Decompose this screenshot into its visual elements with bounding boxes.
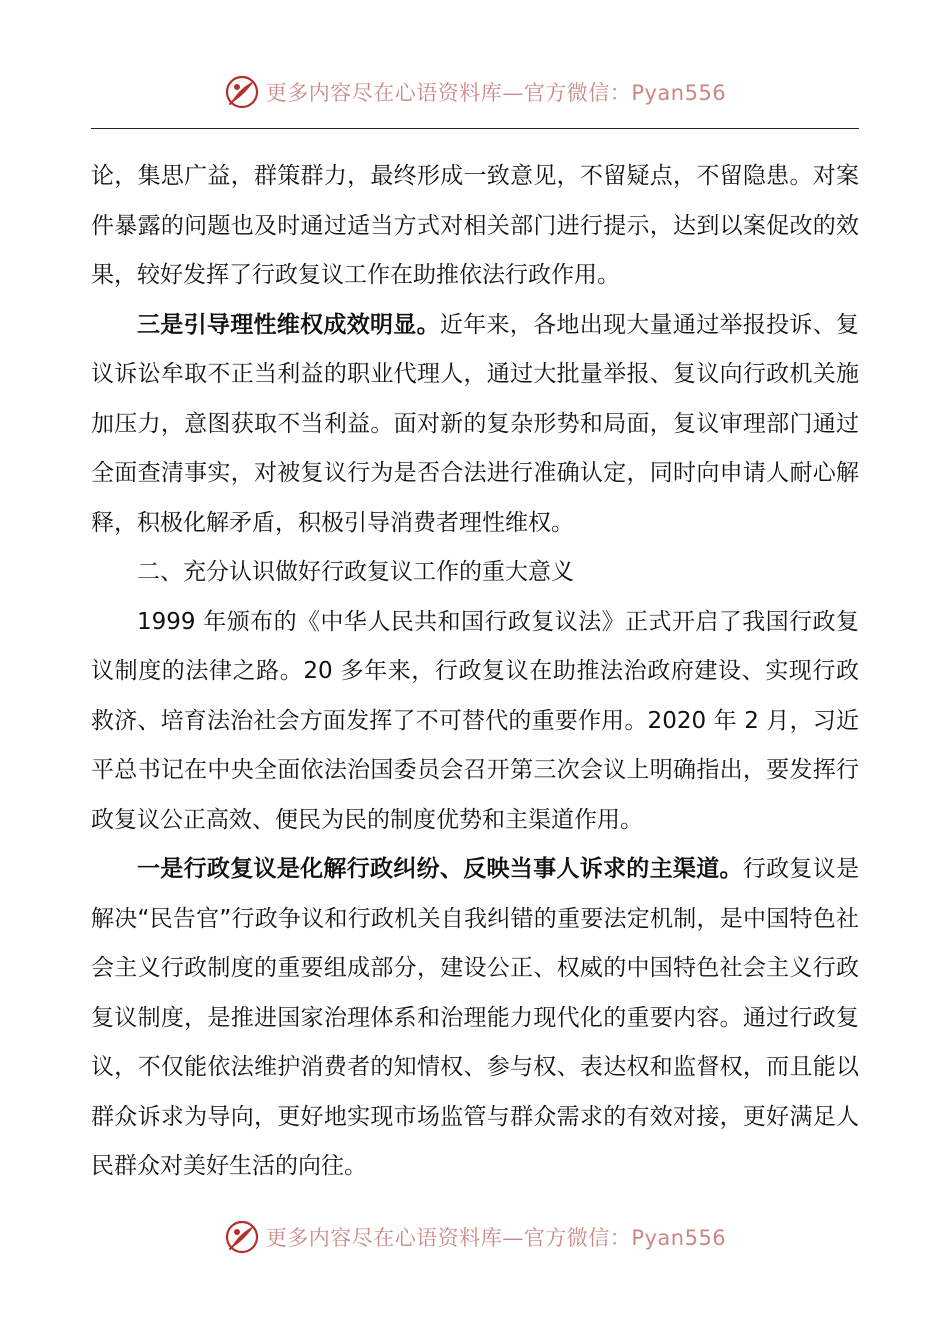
paragraph-1: 论，集思广益，群策群力，最终形成一致意见，不留疑点，不留隐患。对案件暴露的问题也及时通过适当方式对相关部门进行提示，达到以案促改的效果，较好发挥了行政复议工作在助推依法行政作用。 [91,163,859,288]
footer-banner-content [224,1219,726,1255]
section-heading: 二、充分认识做好行政复议工作的重大意义 [137,559,574,585]
paragraph-2-lead: 三是引导理性维权成效明显。 [137,311,440,338]
header-banner-content [224,74,726,110]
quill-circle-icon [224,74,260,110]
header-promo [266,77,726,107]
header-wechat-label: 官方微信： [523,81,632,105]
header-banner [0,70,950,114]
footer-promo-text: 更多内容尽在心语资料库 [265,1226,503,1250]
header-wechat-id: Pyan556 [631,81,727,105]
header-separator: — [502,81,524,105]
paragraph-2-text: 近年来，各地出现大量通过举报投诉、复议诉讼牟取不正当利益的职业代理人，通过大批量举报、复议向行政机关施加压力，意图获取不当利益。面对新的复杂形势和局面，复议审理部门通过全面查清事实，对被复议行为是否合法进行准确认定，同时向申请人耐心解释，积极化解矛盾，积极引导消费者理性维权。 [91,311,860,536]
paragraph-4-lead: 一是行政复议是化解行政纠纷、反映当事人诉求的主渠道。 [137,856,743,882]
footer-separator: — [502,1226,524,1250]
paragraph-2 [91,301,859,549]
document-body [91,152,859,1192]
paragraph-4 [91,845,859,1192]
footer-wechat-label: 官方微信： [523,1226,632,1250]
header-divider [91,128,859,129]
paragraph-4-text: 行政复议是解决“民告官”行政争议和行政机关自我纠错的重要法定机制，是中国特色社会主义行政制度的重要组成部分，建设公正、权威的中国特色社会主义行政复议制度，是推进国家治理体系和治理能力现代化的重要内容。通过行政复议，不仅能依法维护消费者的知情权、参与权、表达权和监督权，而且能以群众诉求为导向，更好地实现市场监管与群众需求的有效对接，更好满足人民群众对美好生活的向往。 [91,856,860,1179]
quill-circle-icon [224,1219,260,1255]
paragraph-3: 1999 年颁布的《中华人民共和国行政复议法》正式开启了我国行政复议制度的法律之路。20 多年来，行政复议在助推法治政府建设、实现行政救济、培育法治社会方面发挥了不可替代的重要作用。2020 年 2 月，习近平总书记在中央全面依法治国委员会召开第三次会议上明确指出，要发挥行政复议公正高效、便民为民的制度优势和主渠道作用。 [91,608,859,833]
footer-promo [266,1222,726,1252]
footer-wechat-id: Pyan556 [631,1226,727,1250]
header-promo-text: 更多内容尽在心语资料库 [265,81,503,105]
footer-banner [0,1215,950,1259]
